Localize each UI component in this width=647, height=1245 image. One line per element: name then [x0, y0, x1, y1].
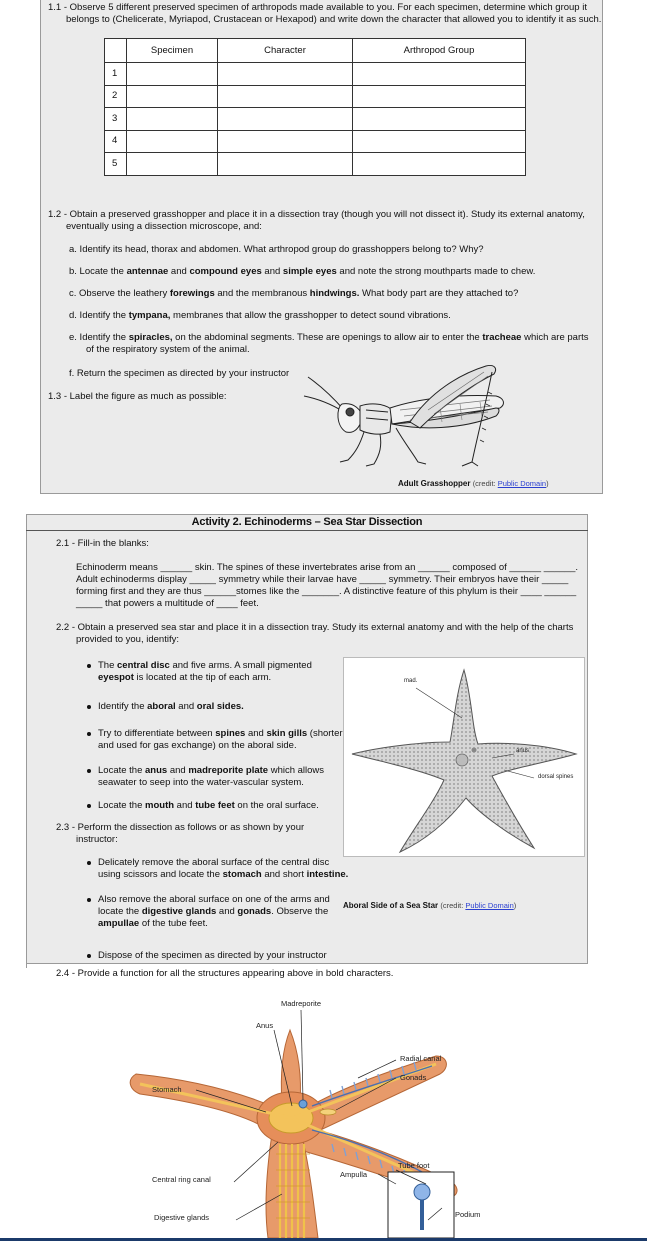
label-gonads: Gonads [400, 1073, 427, 1082]
bold-term: forewings [169, 288, 215, 299]
anatomy-illustration [96, 994, 474, 1238]
label-madreporite: Madreporite [281, 999, 322, 1008]
text: c. Observe the leathery [69, 288, 170, 299]
bold-term: anus [145, 765, 168, 776]
text: (shorter [307, 728, 343, 739]
q1-2-item-f: f. Return the specimen as directed by your instructor [69, 368, 290, 379]
character-cell[interactable] [218, 63, 353, 86]
character-cell[interactable] [218, 108, 353, 131]
grasshopper-caption [398, 479, 549, 489]
photo-label-spines: dorsal spines [538, 774, 574, 780]
character-cell[interactable] [218, 130, 353, 153]
specimen-cell[interactable] [127, 153, 218, 176]
bold-term: madreporite plate [188, 765, 269, 776]
label-radial-canal: Radial canal [400, 1054, 442, 1063]
text: The [98, 660, 118, 671]
bullet-dot [87, 954, 91, 958]
text: e. Identify the [69, 332, 129, 343]
q2-2-bullet-3-line2: and used for gas exchange) on the aboral side. [98, 740, 297, 751]
row-number: 5 [105, 153, 127, 176]
q2-3-bullet-2: Also remove the aboral surface on one of the arms and [98, 894, 330, 905]
text: and note the strong mouthparts made to chew. [336, 266, 536, 277]
group-cell[interactable] [353, 85, 526, 108]
bold-term: oral sides. [196, 701, 244, 712]
q1-2-item-a: a. Identify its head, thorax and abdomen. What arthropod group do grasshoppers belong to? Why? [69, 244, 484, 255]
bold-term: eyespot [98, 672, 134, 683]
table-row [105, 130, 526, 153]
caption-title: Aboral Side of a Sea Star [343, 901, 439, 910]
seastar-anatomy-diagram [96, 994, 474, 1238]
q1-2-item-c [69, 288, 518, 300]
q2-3-bullet-1: Delicately remove the aboral surface of the central disc [98, 857, 330, 868]
table-header-character: Character [218, 39, 353, 63]
label-central-ring-canal: Central ring canal [152, 1175, 211, 1184]
text: and the membranous [214, 288, 310, 299]
bullet-dot [87, 732, 91, 736]
q1-2-item-e-line2: of the respiratory system of the animal. [86, 344, 250, 355]
group-cell[interactable] [353, 153, 526, 176]
public-domain-link[interactable]: Public Domain [497, 479, 547, 488]
specimen-cell[interactable] [127, 108, 218, 131]
photo-label-mad: mad. [404, 678, 418, 684]
q1-2-item-d [69, 310, 451, 322]
text: ) [546, 479, 549, 488]
bullet-dot [87, 898, 91, 902]
character-cell[interactable] [218, 153, 353, 176]
bold-term: intestine. [306, 869, 349, 880]
bullet-dot [87, 804, 91, 808]
bold-term: tracheae [482, 332, 522, 343]
caption-title: Adult Grasshopper [398, 479, 471, 488]
q1-1-line2: belongs to (Chelicerate, Myriapod, Crustacean or Hexapod) and write down the character that allowed you to identify it as such. [66, 14, 602, 25]
label-podium: Podium [455, 1210, 481, 1219]
text: which allows [268, 765, 325, 776]
text: on the oral surface. [234, 800, 319, 811]
bold-term: tube feet [195, 800, 235, 811]
table-row [105, 85, 526, 108]
text: and [245, 728, 267, 739]
bold-term: stomach [222, 869, 262, 880]
text: which are parts [521, 332, 589, 343]
text: (credit: [472, 479, 498, 488]
q1-2-item-b [69, 266, 535, 278]
row-number: 2 [105, 85, 127, 108]
bold-term: hindwings. [309, 288, 360, 299]
q1-2-item-e [69, 332, 589, 344]
q1-2-line1: 1.2 - Obtain a preserved grasshopper and place it in a dissection tray (though you will not dissect it). Study its external anatomy, [48, 209, 585, 220]
specimen-cell[interactable] [127, 130, 218, 153]
q1-3-label-prompt: 1.3 - Label the figure as much as possible: [48, 391, 227, 402]
q1-1-line1: 1.1 - Observe 5 different preserved specimen of arthropods made available to you. For each specimen, determine which group it [48, 2, 587, 13]
text: (credit: [440, 901, 466, 910]
q2-1-line4: _____ that powers a multitude of ____ feet. [76, 598, 259, 609]
seastar-photo [344, 658, 584, 856]
text: and short [261, 869, 307, 880]
photo-label-anus: anus [516, 748, 530, 754]
table-header-specimen: Specimen [127, 39, 218, 63]
seastar-photo-frame [343, 657, 585, 857]
table-row [105, 153, 526, 176]
text: and [168, 266, 190, 277]
row-number: 3 [105, 108, 127, 131]
q2-2-bullet-4-line2: seawater to seep into the water-vascular system. [98, 777, 304, 788]
bold-term: central disc [117, 660, 170, 671]
caption-credit [440, 901, 516, 910]
bold-term: mouth [145, 800, 175, 811]
q1-2-line2: eventually using a dissection microscope, and: [66, 221, 262, 232]
q2-1-heading: 2.1 - Fill-in the blanks: [56, 538, 149, 549]
label-anus: Anus [256, 1021, 274, 1030]
text: Try to differentiate between [98, 728, 216, 739]
q2-2-line1: 2.2 - Obtain a preserved sea star and place it in a dissection tray. Study its external anatomy and with the help of the charts [56, 622, 574, 633]
q2-3-bullet-2-line2 [98, 906, 328, 918]
q2-3-line1: 2.3 - Perform the dissection as follows or as shown by your [56, 822, 305, 833]
q2-2-bullet-3 [98, 728, 343, 740]
table-header-group: Arthropod Group [353, 39, 526, 63]
text: and [167, 765, 189, 776]
bold-term: tympana, [128, 310, 171, 321]
q2-3-line2: instructor: [76, 834, 118, 845]
bold-term: antennae [126, 266, 169, 277]
q2-1-line2: Adult echinoderms display _____ symmetry while their larvae have _____ symmetry. Their embryos have their _____ [76, 574, 569, 585]
bold-term: compound eyes [189, 266, 262, 277]
q2-3-bullet-3: Dispose of the specimen as directed by your instructor [98, 950, 327, 961]
q2-2-line2: provided to you, identify: [76, 634, 179, 645]
table-row [105, 108, 526, 131]
q2-1-line3: forming first and they are thus ______stomes like the _______. A distinctive feature of this phylum is their ____ ______ [76, 586, 577, 597]
row-number: 1 [105, 63, 127, 86]
q2-3-bullet-1-line2 [98, 869, 348, 881]
specimen-table [104, 38, 526, 176]
bold-term: aboral [147, 701, 176, 712]
text: and [261, 266, 283, 277]
text: d. Identify the [69, 310, 129, 321]
label-digestive-glands: Digestive glands [154, 1213, 210, 1222]
q2-2-bullet-2 [98, 701, 244, 713]
text: and [175, 701, 197, 712]
q2-4-prompt: 2.4 - Provide a function for all the structures appearing above in bold characters. [56, 968, 394, 979]
label-stomach: Stomach [152, 1085, 182, 1094]
q2-2-bullet-4 [98, 765, 324, 777]
table-row [105, 63, 526, 86]
bold-term: gonads [237, 906, 272, 917]
divider [26, 964, 27, 968]
text: . Observe the [271, 906, 329, 917]
text: Locate the [98, 800, 146, 811]
text: is located at the tip of each arm. [133, 672, 272, 683]
label-ampulla: Ampulla [340, 1170, 368, 1179]
bullet-dot [87, 705, 91, 709]
text: b. Locate the [69, 266, 127, 277]
q2-2-bullet-1-line2 [98, 672, 271, 684]
specimen-cell[interactable] [127, 63, 218, 86]
q2-3-bullet-2-line3 [98, 918, 208, 930]
specimen-cell[interactable] [127, 85, 218, 108]
bullet-dot [87, 664, 91, 668]
text: and [216, 906, 238, 917]
text: of the tube feet. [139, 918, 208, 929]
seastar-caption [343, 901, 516, 911]
bold-term: skin gills [266, 728, 308, 739]
text: using scissors and locate the [98, 869, 223, 880]
bold-term: spines [215, 728, 246, 739]
q2-2-bullet-1 [98, 660, 312, 672]
bold-term: ampullae [98, 918, 140, 929]
text: on the abdominal segments. These are openings to allow air to enter the [172, 332, 483, 343]
group-cell[interactable] [353, 130, 526, 153]
text: ) [513, 901, 517, 910]
label-tube-foot: Tube foot [398, 1161, 430, 1170]
caption-credit [473, 479, 549, 488]
group-cell[interactable] [353, 108, 526, 131]
bottom-rule [0, 1238, 647, 1241]
text: What body part are they attached to? [359, 288, 519, 299]
text: membranes that allow the grasshopper to detect sound vibrations. [170, 310, 451, 321]
bold-term: digestive glands [141, 906, 217, 917]
row-number: 4 [105, 130, 127, 153]
text: locate the [98, 906, 142, 917]
text: and [174, 800, 196, 811]
public-domain-link[interactable]: Public Domain [465, 901, 514, 910]
group-cell[interactable] [353, 63, 526, 86]
text: Locate the [98, 765, 146, 776]
bold-term: spiracles, [128, 332, 173, 343]
bullet-dot [87, 769, 91, 773]
q2-2-bullet-5 [98, 800, 319, 812]
table-header-blank [105, 39, 127, 63]
bold-term: simple eyes [282, 266, 337, 277]
activity2-title: Activity 2. Echinoderms – Sea Star Dissection [26, 514, 588, 531]
grasshopper-illustration [300, 352, 512, 472]
q2-1-line1: Echinoderm means ______ skin. The spines of these invertebrates arise from an ______ composed of ______ ______. [76, 562, 579, 573]
text: and five arms. A small pigmented [169, 660, 312, 671]
character-cell[interactable] [218, 85, 353, 108]
text: Identify the [98, 701, 148, 712]
bullet-dot [87, 861, 91, 865]
